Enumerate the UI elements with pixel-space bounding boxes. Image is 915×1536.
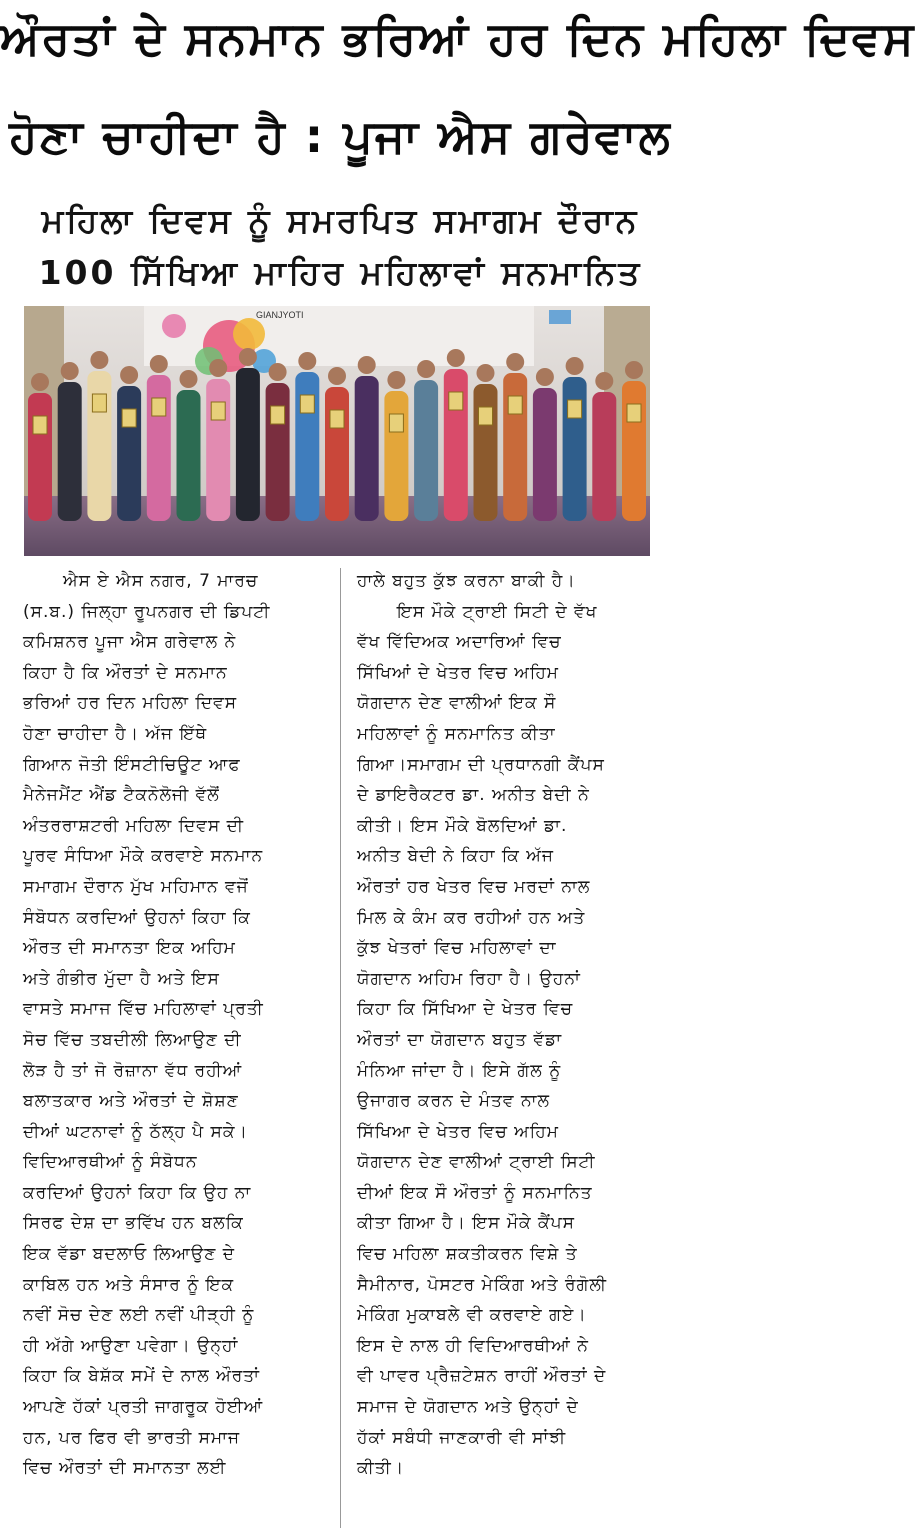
award-plaque [92,394,106,412]
article-line: ਸੋਚ ਵਿੱਚ ਤਬਦੀਲੀ ਲਿਆਉਣ ਦੀ [23,1029,242,1050]
person-head [298,352,316,370]
article-line: ਕੀਤੀ। [357,1458,405,1479]
person-figure [236,368,260,521]
article-line: ਵੀ ਪਾਵਰ ਪ੍ਰੈਜ਼ਟੇਸ਼ਨ ਰਾਹੀਂ ਔਰਤਾਂ ਦੇ [357,1366,607,1387]
person-figure [355,376,379,521]
person-head [328,367,346,385]
person-head [625,361,643,379]
headline-line-1: ਔਰਤਾਂ ਦੇ ਸਨਮਾਨ ਭਰਿਆਂ ਹਰ ਦਿਨ ਮਹਿਲਾ ਦਿਵਸ [0,11,915,65]
article-line: ਕੀਤੀ। ਇਸ ਮੌਕੇ ਬੋਲਦਿਆਂ ਡਾ. [357,815,568,836]
award-plaque [330,410,344,428]
person-head [269,363,287,381]
article-line: ਦੇ ਡਾਇਰੈਕਟਰ ਡਾ. ਅਨੀਤ ਬੇਦੀ ਨੇ [357,785,590,806]
article-line: ਪੂਰਵ ਸੰਧਿਆ ਮੌਕੇ ਕਰਵਾਏ ਸਨਮਾਨ [23,846,264,867]
article-line: ਹੱਕਾਂ ਸਬੰਧੀ ਜਾਣਕਾਰੀ ਵੀ ਸਾਂਝੀ [357,1427,567,1448]
article-line: ਔਰਤ ਦੀ ਸਮਾਨਤਾ ਇਕ ਅਹਿਮ [23,938,236,959]
article-line: ਦੀਆਂ ਘਟਨਾਵਾਂ ਨੂੰ ਠੱਲ੍ਹ ਪੈ ਸਕੇ। [23,1121,248,1142]
article-line: ਲੋੜ ਹੈ ਤਾਂ ਜੋ ਰੋਜ਼ਾਨਾ ਵੱਧ ਰਹੀਆਂ [23,1060,243,1081]
article-line: ਅਨੀਤ ਬੇਦੀ ਨੇ ਕਿਹਾ ਕਿ ਅੱਜ [357,846,555,867]
person-figure [503,373,527,521]
article-line: ਯੋਗਦਾਨ ਦੇਣ ਵਾਲੀਆਂ ਇਕ ਸੌ [357,693,557,714]
article-line: ਮਿਲ ਕੇ ਕੰਮ ਕਰ ਰਹੀਆਂ ਹਨ ਅਤੇ [357,907,586,928]
person-figure [414,380,438,521]
article-line: ਸੰਬੋਧਨ ਕਰਦਿਆਂ ਉਹਨਾਂ ਕਿਹਾ ਕਿ [23,907,251,928]
award-plaque [271,406,285,424]
article-line: (ਸ.ਬ.) ਜਿਲ੍ਹਾ ਰੂਪਨਗਰ ਦੀ ਡਿਪਟੀ [23,601,271,622]
article-line: ਔਰਤਾਂ ਹਰ ਖੇਤਰ ਵਿਚ ਮਰਦਾਂ ਨਾਲ [357,876,591,897]
person-head [61,362,79,380]
article-line: ਸਮਾਜ ਦੇ ਯੋਗਦਾਨ ਅਤੇ ਉਨ੍ਹਾਂ ਦੇ [357,1397,579,1418]
article-line: ਸਮਾਗਮ ਦੌਰਾਨ ਮੁੱਖ ਮਹਿਮਾਨ ਵਜੋਂ [23,876,249,897]
award-plaque [449,392,463,410]
article-line: ਮੈਨੇਜਮੈਂਟ ਐਂਡ ਟੈਕਨੋਲੋਜੀ ਵੱਲੋਂ [23,785,220,806]
person-figure [295,372,319,521]
award-plaque [568,400,582,418]
person-figure [563,377,587,521]
person-head [239,348,257,366]
article-line: ਸੈਮੀਨਾਰ, ਪੋਸਟਰ ਮੇਕਿੰਗ ਅਤੇ ਰੰਗੋਲੀ [357,1274,607,1295]
article-line: ਵਾਸਤੇ ਸਮਾਜ ਵਿੱਚ ਮਹਿਲਾਵਾਂ ਪ੍ਰਤੀ [23,999,264,1020]
person-head [417,360,435,378]
person-figure [384,391,408,521]
article-line: ਗਿਆ।ਸਮਾਗਮ ਦੀ ਪ੍ਰਧਾਨਗੀ ਕੈਂਪਸ [357,754,605,775]
award-plaque [508,396,522,414]
headline-line-2: ਹੋਣਾ ਚਾਹੀਦਾ ਹੈ : ਪੂਜਾ ਐਸ ਗਰੇਵਾਲ [9,109,672,163]
article-line: ਕੁੱਝ ਖੇਤਰਾਂ ਵਿਚ ਮਹਿਲਾਵਾਂ ਦਾ [357,938,557,959]
person-head [31,373,49,391]
article-line: ਅੰਤਰਰਾਸ਼ਟਰੀ ਮਹਿਲਾ ਦਿਵਸ ਦੀ [23,815,245,836]
article-line: ਸਿੱਖਿਆਂ ਦੇ ਖੇਤਰ ਵਿਚ ਅਹਿਮ [357,662,559,683]
award-plaque [211,402,225,420]
event-photo-illustration [24,306,650,556]
article-line: ਇਸ ਮੌਕੇ ਟ੍ਰਾਈ ਸਿਟੀ ਦੇ ਵੱਖ [397,601,598,622]
article-line: ਯੋਗਦਾਨ ਅਹਿਮ ਰਿਹਾ ਹੈ। ਉਹਨਾਂ [357,968,581,989]
article-line: ਆਪਣੇ ਹੱਕਾਂ ਪ੍ਰਤੀ ਜਾਗਰੂਕ ਹੋਈਆਂ [23,1397,264,1418]
column-divider [340,568,341,1528]
person-head [536,368,554,386]
article-line: ਇਸ ਦੇ ਨਾਲ ਹੀ ਵਿਦਿਆਰਥੀਆਂ ਨੇ [357,1335,589,1356]
article-line: ਵਿਚ ਮਹਿਲਾ ਸ਼ਕਤੀਕਰਨ ਵਿਸ਼ੇ ਤੇ [357,1244,578,1265]
article-line: ਕੀਤਾ ਗਿਆ ਹੈ। ਇਸ ਮੌਕੇ ਕੈਂਪਸ [357,1213,575,1234]
person-figure [177,390,201,521]
award-plaque [479,407,493,425]
person-figure [325,387,349,521]
award-plaque [389,414,403,432]
article-line: ਵਿਦਿਆਰਥੀਆਂ ਨੂੰ ਸੰਬੋਧਨ [23,1152,198,1173]
article-line: ਬਲਾਤਕਾਰ ਅਤੇ ਔਰਤਾਂ ਦੇ ਸ਼ੋਸ਼ਣ [23,1091,239,1112]
award-plaque [33,416,47,434]
person-head [566,357,584,375]
article-line: ਮੇਕਿੰਗ ਮੁਕਾਬਲੇ ਵੀ ਕਰਵਾਏ ਗਏ। [357,1305,587,1326]
award-plaque [627,404,641,422]
article-line: ਯੋਗਦਾਨ ਦੇਣ ਵਾਲੀਆਂ ਟ੍ਰਾਈ ਸਿਟੀ [357,1152,596,1173]
article-line: ਔਰਤਾਂ ਦਾ ਯੋਗਦਾਨ ਬਹੁਤ ਵੱਡਾ [357,1029,563,1050]
person-head [209,359,227,377]
backdrop-text: GIANJYOTI [256,310,304,320]
person-head [477,364,495,382]
person-figure [533,388,557,521]
article-line: ਭਰਿਆਂ ਹਰ ਦਿਨ ਮਹਿਲਾ ਦਿਵਸ [23,693,238,714]
person-head [180,370,198,388]
person-head [120,366,138,384]
article-line: ਐਸ ਏ ਐਸ ਨਗਰ, 7 ਮਾਰਚ [63,571,259,591]
article-line: ਉਜਾਗਰ ਕਰਨ ਦੇ ਮੰਤਵ ਨਾਲ [357,1091,550,1112]
person-figure [206,379,230,521]
award-plaque [300,395,314,413]
article-line: ਹੀ ਅੱਗੇ ਆਉਣਾ ਪਵੇਗਾ। ਉਨ੍ਹਾਂ [23,1335,239,1356]
article-column-left [23,566,327,1484]
person-head [447,349,465,367]
article-line: ਵੱਖ ਵਿੱਦਿਅਕ ਅਦਾਰਿਆਂ ਵਿਚ [357,632,562,653]
person-head [387,371,405,389]
article-line: ਹਨ, ਪਰ ਫਿਰ ਵੀ ਭਾਰਤੀ ਸਮਾਜ [23,1427,241,1448]
person-figure [147,375,171,521]
person-figure [58,382,82,521]
award-plaque [152,398,166,416]
article-line: ਹਾਲੇ ਬਹੁਤ ਕੁੱਝ ਕਰਨਾ ਬਾਕੀ ਹੈ। [357,571,576,591]
event-photo [24,306,650,556]
article-line: ਸਿੱਖਿਆ ਦੇ ਖੇਤਰ ਵਿਚ ਅਹਿਮ [357,1121,559,1142]
person-head [595,372,613,390]
article-line: ਨਵੀਂ ਸੋਚ ਦੇਣ ਲਈ ਨਵੀਂ ਪੀੜ੍ਹੀ ਨੂੰ [23,1305,255,1326]
article-line: ਵਿਚ ਔਰਤਾਂ ਦੀ ਸਮਾਨਤਾ ਲਈ [23,1458,227,1479]
article-line: ਕਾਬਿਲ ਹਨ ਅਤੇ ਸੰਸਾਰ ਨੂੰ ਇਕ [23,1274,235,1295]
article-line: ਅਤੇ ਗੰਭੀਰ ਮੁੱਦਾ ਹੈ ਅਤੇ ਇਸ [23,968,220,989]
article-line: ਮਹਿਲਾਵਾਂ ਨੂੰ ਸਨਮਾਨਿਤ ਕੀਤਾ [357,723,556,744]
article-line: ਮੰਨਿਆ ਜਾਂਦਾ ਹੈ। ਇਸੇ ਗੱਲ ਨੂੰ [357,1060,562,1081]
person-figure [474,384,498,521]
article-column-right [357,566,661,1484]
person-head [506,353,524,371]
person-figure [622,381,646,521]
article-line: ਕਮਿਸ਼ਨਰ ਪੂਜਾ ਐਸ ਗਰੇਵਾਲ ਨੇ [23,632,237,653]
person-head [358,356,376,374]
article-line: ਸਿਰਫ ਦੇਸ਼ ਦਾ ਭਵਿੱਖ ਹਨ ਬਲਕਿ [23,1213,244,1234]
article-line: ਇਕ ਵੱਡਾ ਬਦਲਾਓ ਲਿਆਉਣ ਦੇ [23,1244,235,1265]
article-line: ਕਿਹਾ ਕਿ ਸਿੱਖਿਆ ਦੇ ਖੇਤਰ ਵਿਚ [357,999,574,1020]
person-head [90,351,108,369]
article-line: ਕਿਹਾ ਕਿ ਬੇਸ਼ੱਕ ਸਮੇਂ ਦੇ ਨਾਲ ਔਰਤਾਂ [23,1366,260,1387]
article-line: ਹੋਣਾ ਚਾਹੀਦਾ ਹੈ। ਅੱਜ ਇੱਥੇ [23,723,208,744]
article-line: ਕਰਦਿਆਂ ਉਹਨਾਂ ਕਿਹਾ ਕਿ ਉਹ ਨਾ [23,1182,252,1203]
article-line: ਕਿਹਾ ਹੈ ਕਿ ਔਰਤਾਂ ਦੇ ਸਨਮਾਨ [23,662,228,683]
person-head [150,355,168,373]
subheadline-line-1: ਮਹਿਲਾ ਦਿਵਸ ਨੂੰ ਸਮਰਪਿਤ ਸਮਾਗਮ ਦੌਰਾਨ [41,201,640,240]
person-figure [28,393,52,521]
article-line: ਦੀਆਂ ਇਕ ਸੌ ਔਰਤਾਂ ਨੂੰ ਸਨਮਾਨਿਤ [357,1182,593,1203]
person-figure [592,392,616,521]
award-plaque [122,409,136,427]
subheadline-line-2: 100 ਸਿੱਖਿਆ ਮਾਹਿਰ ਮਹਿਲਾਵਾਂ ਸਨਮਾਨਿਤ [38,253,643,292]
person-figure [266,383,290,521]
article-line: ਗਿਆਨ ਜੋਤੀ ਇੰਸਟੀਚਿਊਟ ਆਫ [23,754,241,775]
person-figure [117,386,141,521]
